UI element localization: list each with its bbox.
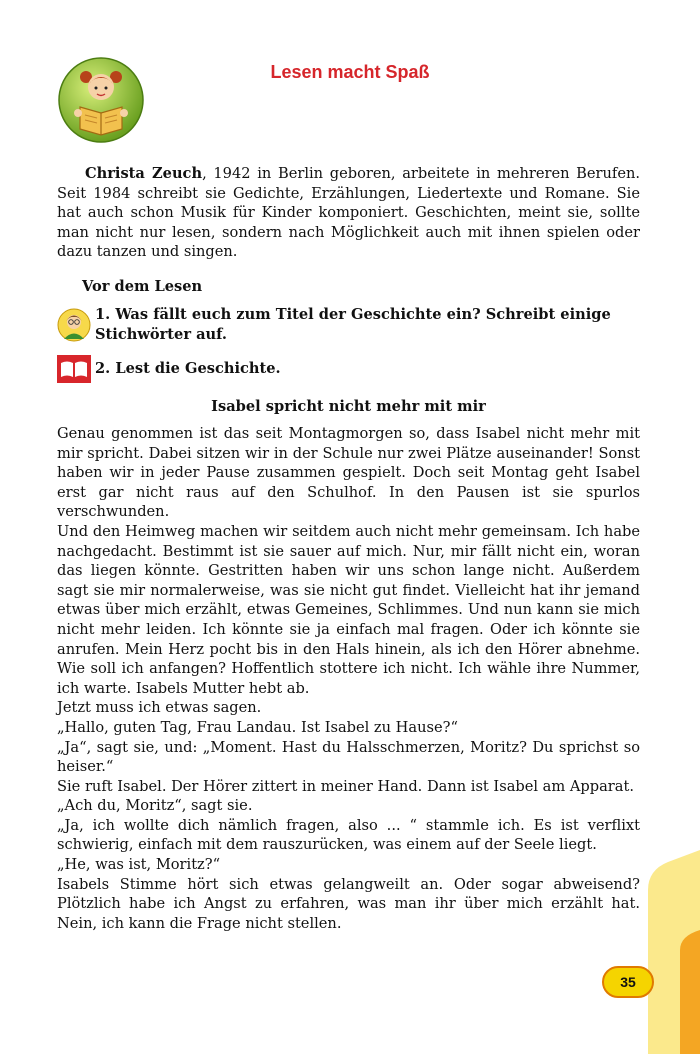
section-heading: Vor dem Lesen xyxy=(82,278,203,295)
girl-reading-logo-icon xyxy=(58,57,144,143)
task-1 xyxy=(57,305,640,344)
open-book-icon xyxy=(57,355,91,383)
page-title: Lesen macht Spaß xyxy=(270,62,430,82)
student-icon xyxy=(57,308,91,342)
author-name: Christa Zeuch xyxy=(85,165,203,182)
page-number-badge: 35 xyxy=(602,966,654,998)
author-intro xyxy=(57,164,640,262)
story-paragraph: Jetzt muss ich etwas sagen. xyxy=(57,699,262,717)
story-paragraph: Isabels Stimme hört sich etwas gelangweilt an. Oder sogar abweisend? Plötzlich habe ich Angst zu erfahren, was man ihr über mich erzählt hat. Nein, ich kann die Frage nicht stellen. xyxy=(57,875,640,932)
story-paragraph: Genau genommen ist das seit Montagmorgen so, dass Isabel nicht mehr mit mir spricht. Dabei sitzen wir in der Schule nur zwei Plätze auseinander! Sonst haben wir in jeder Pause zusammen gespielt. Doch seit Montag geht Isabel erst gar nicht raus auf den Schulhof. In den Pausen ist sie spurlos verschwunden. xyxy=(57,425,640,521)
decorative-side-bar xyxy=(640,850,700,1054)
story-paragraph: „Hallo, guten Tag, Frau Landau. Ist Isabel zu Hause?“ xyxy=(57,718,458,736)
story-paragraph: Und den Heimweg machen wir seitdem auch nicht mehr gemeinsam. Ich habe nachgedacht. Bestimmt ist sie sauer auf mich. Nur, mir fällt nicht ein, woran das liegen könnte. Gestritten haben wir uns schon lange nicht. Außerdem sagt sie mir normalerweise, was sie nicht gut findet. Vielleicht hat ihr jemand etwas über mich erzählt, etwas Gemeines, Schlimmes. Und nun kann sie mich nicht mehr leiden. Ich könnte sie ja einfach mal fragen. Oder ich könnte sie anrufen. Mein Herz pocht bis in den Hals hinein, als ich den Hörer abnehme. Wie soll ich anfangen? Hoffentlich stottere ich nicht. Ich wähle ihre Nummer, ich warte. Isabels Mutter hebt ab. xyxy=(57,522,640,697)
task-2-text: 2. Lest die Geschichte. xyxy=(95,360,281,377)
story-paragraph: „He, was ist, Moritz?“ xyxy=(57,856,221,874)
story-text xyxy=(57,424,640,933)
story-paragraph: „Ja“, sagt sie, und: „Moment. Hast du Halsschmerzen, Moritz? Du sprichst so heiser.“ xyxy=(57,738,640,776)
author-bio: , 1942 in Berlin geboren, arbeitete in mehreren Berufen. Seit 1984 schreibt sie Gedichte, Erzählungen, Liedertexte und Romane. Sie hat auch schon Musik für Kinder komponiert. Geschichten, meint sie, sollte man nicht nur lesen, sondern nach Möglichkeit auch mit ihnen spielen oder dazu tanzen und singen. xyxy=(57,165,640,261)
story-title: Isabel spricht nicht mehr mit mir xyxy=(211,398,486,415)
task-2 xyxy=(57,355,640,383)
story-paragraph: Sie ruft Isabel. Der Hörer zittert in meiner Hand. Dann ist Isabel am Apparat. xyxy=(57,777,634,795)
task-1-text: 1. Was fällt euch zum Titel der Geschichte ein? Schreibt einige Stichwörter auf. xyxy=(95,306,611,343)
story-paragraph: „Ach du, Moritz“, sagt sie. xyxy=(57,797,253,815)
story-paragraph: „Ja, ich wollte dich nämlich fragen, also ... “ stammle ich. Es ist verflixt schwierig, einfach mit dem rauszurücken, was einem auf der Seele liegt. xyxy=(57,816,640,854)
